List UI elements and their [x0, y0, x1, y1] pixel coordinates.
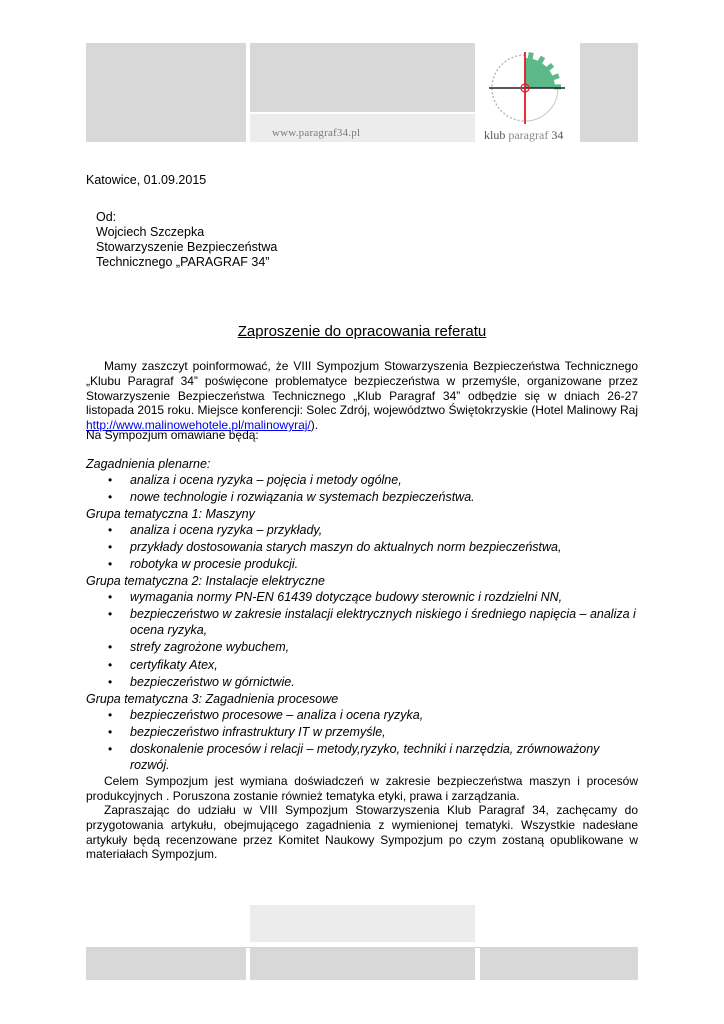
bullet-icon: • [108, 707, 113, 722]
sender-org-line-1: Stowarzyszenie Bezpieczeństwa [96, 240, 278, 254]
footer-block-left [86, 947, 246, 980]
closing-paragraph-2: Zapraszając do udziału w VIII Sympozjum Stowarzyszenia Klub Paragraf 34, zachęcamy do przygotowania artykułu, obejmującego zagadnienia z wymienionej tematyki. Wszystkie nadesłane artykuły będą recenzowane przez Komitet Naukowy Sympozjum po czym zostaną opublikowane w materiałach Sympozjum. [86, 803, 638, 862]
logo-paragraf: paragraf [508, 128, 549, 142]
footer-block-right [480, 947, 638, 980]
list-item [86, 557, 638, 573]
sender-label: Od: [96, 210, 117, 224]
bullet-icon: • [108, 657, 113, 672]
bullet-icon: • [108, 640, 113, 655]
list-item-text: analiza i ocena ryzyka – przykłady, [130, 522, 323, 537]
list-item [86, 607, 638, 639]
bullet-icon: • [108, 725, 113, 740]
bullet-icon: • [108, 472, 113, 487]
list-item-text: bezpieczeństwo infrastruktury IT w przemyśle, [130, 725, 386, 740]
footer-block-center-top [250, 905, 475, 942]
list-item-text: wymagania normy PN-EN 61439 dotyczące budowy sterownic i rozdzielni NN, [130, 589, 563, 604]
letter-title: Zaproszenie do opracowania referatu [237, 323, 487, 340]
group-title-process: Grupa tematyczna 3: Zagadnienia procesowe [86, 692, 339, 707]
sender-block [96, 210, 277, 270]
list-item [86, 473, 638, 489]
hotel-link[interactable]: http://www.malinowehotele.pl/malinowyraj/ [86, 418, 311, 433]
website-url: www.paragraf34.pl [272, 127, 361, 139]
header-block-right [580, 43, 638, 142]
sender-org-line-2: Technicznego „PARAGRAF 34” [96, 255, 270, 269]
closing-paragraph-1: Celem Sympozjum jest wymiana doświadczeń w zakresie bezpieczeństwa maszyn i procesów produkcyjnych . Poruszona zostanie również tematyka etyki, prawa i zarządzania. [86, 774, 638, 803]
logo-wordmark [484, 128, 563, 143]
intro-text-end: ). [310, 418, 319, 433]
footer-block-center [250, 947, 475, 980]
list-item-text: analiza i ocena ryzyka – pojęcia i metody ogólne, [130, 472, 402, 487]
group-list-machines [86, 523, 638, 573]
letter-date: Katowice, 01.09.2015 [86, 173, 207, 187]
bullet-icon: • [108, 489, 113, 504]
group-title-electrical: Grupa tematyczna 2: Instalacje elektryczne [86, 574, 326, 589]
list-item [86, 658, 638, 674]
list-item-text: doskonalenie procesów i relacji – metody,ryzyko, techniki i narzędzia, zrównoważony rozwój. [130, 742, 600, 773]
list-item [86, 523, 638, 539]
list-item-text: certyfikaty Atex, [130, 657, 218, 672]
bullet-icon: • [108, 557, 113, 572]
bullet-icon: • [108, 607, 113, 622]
list-item-text: bezpieczeństwo procesowe – analiza i ocena ryzyka, [130, 707, 424, 722]
topics-intro: Na Sympozjum omawiane będą: [86, 428, 259, 442]
bullet-icon: • [108, 589, 113, 604]
list-item-text: strefy zagrożone wybuchem, [130, 640, 290, 655]
list-item [86, 725, 638, 741]
list-item-text: bezpieczeństwo w zakresie instalacji elektrycznych niskiego i średniego napięcia – analiza i ocena ryzyka, [130, 607, 636, 638]
header-block-left [86, 43, 246, 142]
list-item [86, 675, 638, 691]
intro-text: Mamy zaszczyt poinformować, że VIII Sympozjum Stowarzyszenia Bezpieczeństwa Technicznego „Klubu Paragraf 34” poświęcone problematyce bezpieczeństwa w przemyśle, organizowane przez Stowarzyszenie Bezpieczeństwa Technicznego „Klub Paragraf 34” odbędzie się w dniach 26-27 listopada 2015 roku. Miejsce konferencji: Solec Zdrój, województwo Świętokrzyskie (Hotel Malinowy Raj [86, 359, 638, 418]
list-item [86, 708, 638, 724]
bullet-icon: • [108, 522, 113, 537]
list-item-text: przykłady dostosowania starych maszyn do aktualnych norm bezpieczeństwa, [130, 539, 562, 554]
logo-number: 34 [551, 128, 564, 142]
group-list-process [86, 708, 638, 774]
topics-list [86, 457, 638, 775]
list-item [86, 540, 638, 556]
header-block-center [250, 43, 475, 112]
group-list-electrical [86, 590, 638, 691]
group-title-machines: Grupa tematyczna 1: Maszyny [86, 507, 255, 522]
bullet-icon: • [108, 674, 113, 689]
group-title-plenary: Zagadnienia plenarne: [86, 457, 211, 471]
list-item [86, 742, 638, 774]
logo-klub: klub [484, 128, 506, 142]
list-item [86, 590, 638, 606]
list-item-text: bezpieczeństwo w górnictwie. [130, 674, 295, 689]
list-item-text: robotyka w procesie produkcji. [130, 557, 299, 572]
list-item [86, 490, 638, 506]
bullet-icon: • [108, 539, 113, 554]
sender-name: Wojciech Szczepka [96, 225, 205, 239]
intro-paragraph [86, 359, 638, 433]
bullet-icon: • [108, 742, 113, 757]
list-item [86, 640, 638, 656]
list-item-text: nowe technologie i rozwiązania w systemach bezpieczeństwa. [130, 489, 475, 504]
group-list-plenary [86, 473, 638, 506]
